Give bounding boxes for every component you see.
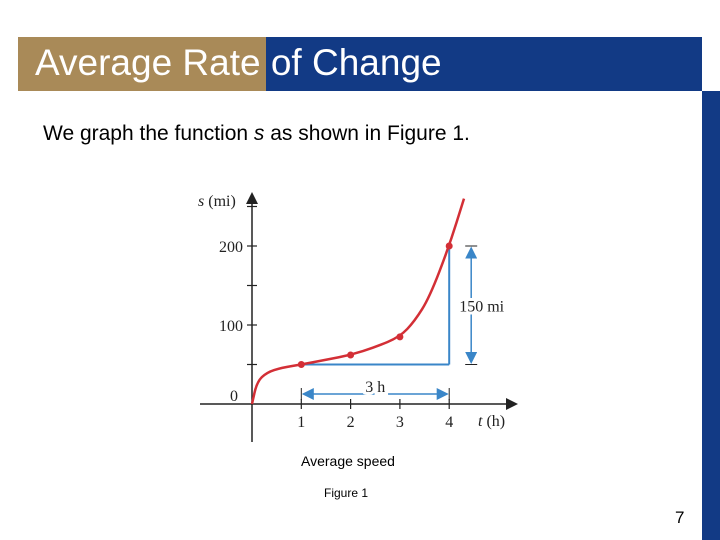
x-tick-label: 3: [395, 414, 404, 431]
y-tick-label: 200: [219, 239, 243, 256]
data-point: [347, 352, 354, 359]
x-axis-label: t (h): [478, 413, 506, 430]
slide-title: Average Rate of Change: [35, 42, 442, 83]
annotations: [301, 246, 504, 400]
data-point: [446, 243, 453, 250]
x-tick-label: 1: [297, 414, 306, 431]
figure-1-chart: [190, 180, 520, 445]
data-point: [298, 361, 305, 368]
page-number: 7: [675, 508, 685, 527]
body-text-var: s: [253, 122, 265, 145]
markers: [298, 243, 453, 369]
body-text: [43, 122, 470, 146]
dim-v-label: 150 mi: [459, 298, 505, 316]
body-text-prefix: We graph the function: [43, 122, 254, 145]
y-tick-label: 100: [219, 318, 243, 335]
right-accent-bar: [702, 91, 720, 540]
y-axis-label: s (mi): [198, 193, 236, 210]
caption-figure: Figure 1: [324, 486, 369, 500]
x-tick-label: 2: [346, 414, 355, 431]
series-curve: [252, 199, 464, 404]
dim-h-label: 3 h: [365, 379, 386, 396]
body-text-suffix: as shown in Figure 1.: [264, 122, 470, 145]
origin-label: 0: [230, 388, 238, 405]
caption-average-speed: Average speed: [301, 453, 395, 469]
ticks: [247, 207, 449, 410]
data-point: [396, 333, 403, 340]
axes: [200, 198, 512, 442]
x-tick-label: 4: [445, 414, 454, 431]
title-bar: [18, 37, 702, 91]
